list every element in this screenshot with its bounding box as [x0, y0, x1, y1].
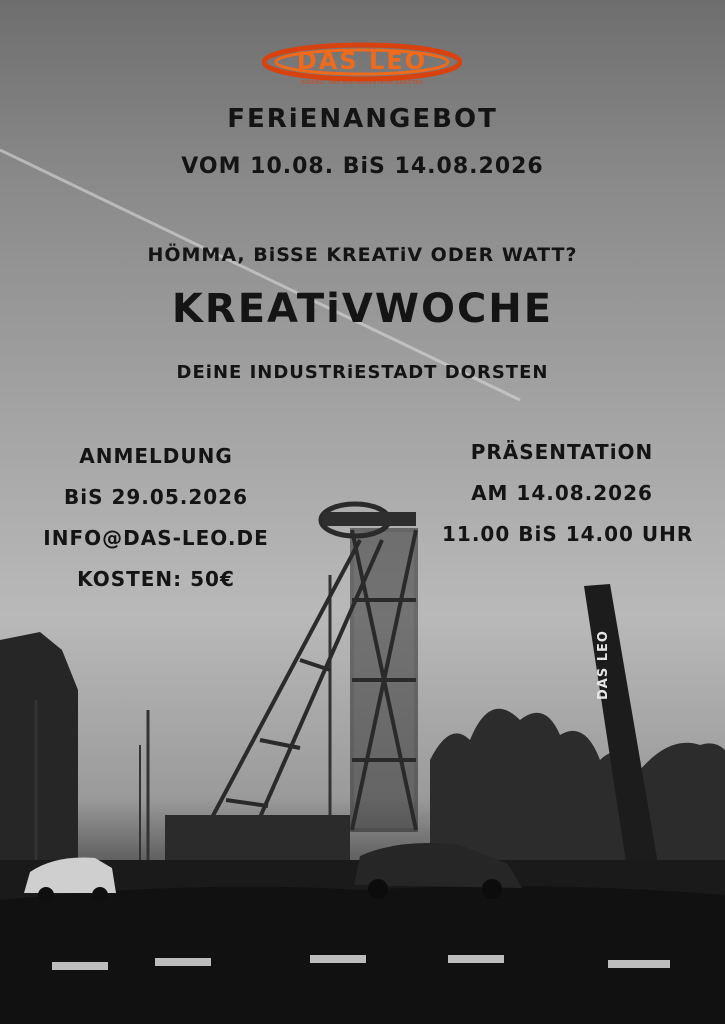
logo-tagline: JUGEND- UND KULTURZENTRUM DORSTEN: [300, 80, 424, 86]
poster-title: FERiENANGEBOT: [227, 104, 498, 134]
registration-block: [36, 436, 276, 600]
event-headline: KREATiVWOCHE: [171, 286, 554, 332]
registration-heading: ANMELDUNG: [79, 444, 233, 468]
das-leo-logo: [262, 42, 462, 92]
registration-email: INFO@DAS-LEO.DE: [43, 526, 269, 550]
presentation-heading: PRÄSENTATiON: [470, 440, 654, 464]
event-dates: VOM 10.08. BiS 14.08.2026: [181, 154, 544, 179]
presentation-time: 11.00 BiS 14.00 UHR: [442, 522, 694, 546]
logo-text: DAS LEO: [296, 47, 428, 75]
sign-label: DAS LEO: [596, 630, 611, 700]
presentation-date: AM 14.08.2026: [471, 481, 653, 505]
registration-cost: KOSTEN: 50€: [77, 567, 235, 591]
presentation-block: [442, 432, 694, 555]
event-subtitle: DEiNE INDUSTRiESTADT DORSTEN: [176, 362, 549, 383]
event-tagline: HÖMMA, BiSSE KREATiV ODER WATT?: [147, 244, 578, 266]
registration-deadline: BiS 29.05.2026: [64, 485, 248, 509]
